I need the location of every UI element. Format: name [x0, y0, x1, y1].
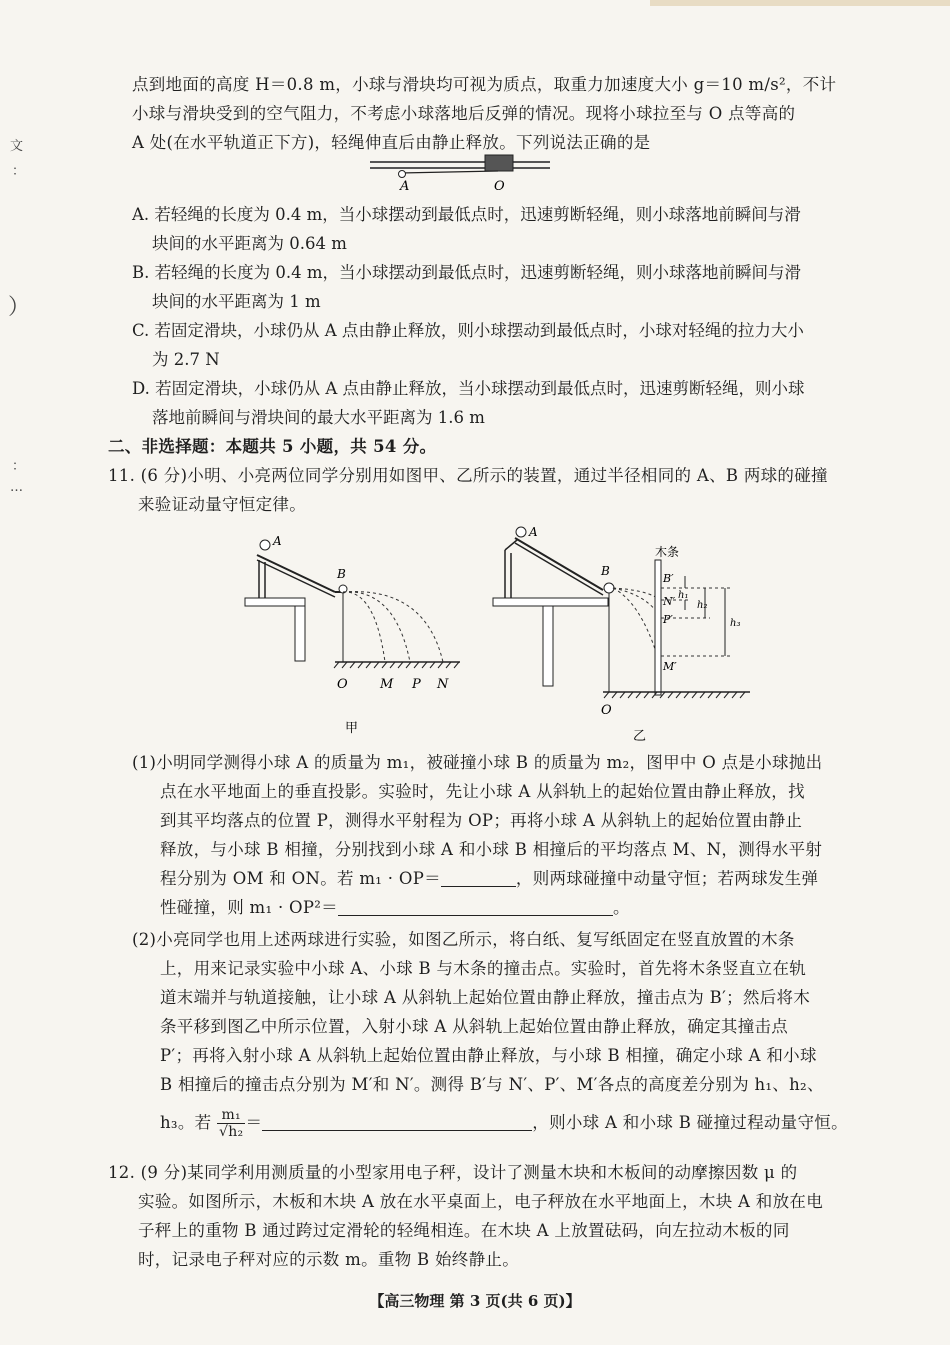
figure-caption: 乙	[633, 729, 647, 744]
ball-a	[260, 540, 270, 550]
table-top	[245, 598, 305, 606]
text-line: 点到地面的高度 H＝0.8 m，小球与滑块均可视为质点，取重力加速度大小 g＝10 m/s²，不计	[132, 75, 837, 94]
text-line: 条平移到图乙中所示位置，入射小球 A 从斜轨上起始位置由静止释放，确定其撞击点	[160, 1017, 789, 1036]
label-h2: h₂	[697, 600, 708, 611]
ball-a	[516, 527, 526, 537]
text-line: 落地前瞬间与滑块间的最大水平距离为 1.6 m	[152, 408, 485, 427]
text-line: 实验。如图所示，木板和木块 A 放在水平桌面上，电子秤放在水平地面上，木块 A 和放在电	[138, 1192, 824, 1211]
text-span: h₃。若	[160, 1113, 212, 1132]
text-line	[132, 893, 912, 922]
text-line: 到其平均落点的位置 P，测得水平射程为 OP；再将小球 A 从斜轨上的起始位置由静止	[160, 811, 803, 830]
wood-strip	[655, 560, 661, 695]
paper-edge	[650, 0, 950, 6]
label-b: B	[337, 567, 346, 581]
text-line: (1)小明同学测得小球 A 的质量为 m₁，被碰撞小球 B 的质量为 m₂，图甲中 O 点是小球抛出	[132, 753, 823, 772]
fraction-numerator: m₁	[217, 1107, 245, 1124]
label-p: P	[412, 677, 421, 692]
label-a: A	[529, 525, 538, 539]
label-n: N	[437, 677, 449, 692]
fraction	[217, 1107, 245, 1140]
text-span: 程分别为 OM 和 ON。若 m₁ · OP＝	[160, 869, 441, 888]
text-span: ＝	[245, 1113, 263, 1132]
margin-mark: ）	[8, 295, 31, 320]
text-line: P′；再将入射小球 A 从斜轨上起始位置由静止释放，与小球 B 相撞，确定小球 A 和小球	[160, 1046, 817, 1065]
text-line: (2)小亮同学也用上述两球进行实验，如图乙所示，将白纸、复写纸固定在竖直放置的木条	[132, 930, 795, 949]
text-line	[132, 864, 912, 893]
table-leg	[543, 606, 553, 686]
text-line: 点在水平地面上的垂直投影。实验时，先让小球 A 从斜轨上的起始位置由静止释放，找	[160, 782, 805, 801]
question-11-part-1	[132, 748, 912, 922]
figure-jia	[235, 530, 470, 740]
text-line: 小球与滑块受到的空气阻力，不考虑小球落地后反弹的情况。现将小球拉至与 O 点等高的	[132, 104, 796, 123]
ball	[399, 171, 406, 178]
option-d	[132, 374, 907, 432]
track-figure	[360, 150, 560, 195]
text-line: C. 若固定滑块，小球仍从 A 点由静止释放，则小球摆动到最低点时，小球对轻绳的拉力大小	[132, 321, 804, 340]
answer-blank-2[interactable]	[338, 897, 613, 916]
text-line: 为 2.7 N	[152, 350, 220, 369]
label-h3: h₃	[730, 618, 741, 629]
margin-mark: ：	[12, 459, 26, 474]
text-span: 。	[612, 898, 630, 917]
text-span: ，则两球碰撞中动量守恒；若两球发生弹	[515, 869, 819, 888]
text-line: 块间的水平距离为 1 m	[152, 292, 321, 311]
text-line: 11. (6 分)小明、小亮两位同学分别用如图甲、乙所示的装置，通过半径相同的 A、B 两球的碰撞	[108, 466, 828, 485]
text-line: 12. (9 分)某同学利用测质量的小型家用电子秤，设计了测量木块和木板间的动摩擦因数 μ 的	[108, 1163, 798, 1182]
text-line: 来验证动量守恒定律。	[138, 495, 306, 514]
page-footer: 【高三物理 第 3 页(共 6 页)】	[369, 1292, 581, 1310]
text-line: A. 若轻绳的长度为 0.4 m，当小球摆动到最低点时，迅速剪断轻绳，则小球落地前瞬间与滑	[132, 205, 801, 224]
label-p-prime: P′	[663, 613, 673, 626]
answer-blank-1[interactable]	[441, 868, 516, 887]
question-11-stem	[108, 461, 908, 519]
question-10-continued	[132, 70, 907, 157]
label-n-prime: N′	[663, 595, 676, 608]
label-m: M	[380, 677, 394, 692]
text-line: 道末端并与轨道接触，让小球 A 从斜轨上起始位置由静止释放，撞击点为 B′；然后将木	[160, 988, 811, 1007]
fraction-denominator: √h₂	[219, 1124, 244, 1140]
section-heading: 二、非选择题：本题共 5 小题，共 54 分。	[108, 437, 437, 456]
label-b: B	[601, 564, 610, 578]
label-a: A	[400, 179, 410, 194]
text-line: D. 若固定滑块，小球仍从 A 点由静止释放，当小球摆动到最低点时，迅速剪断轻绳，则小球	[132, 379, 805, 398]
label-b-prime: B′	[663, 572, 674, 585]
text-line: 子秤上的重物 B 通过跨过定滑轮的轻绳相连。在木块 A 上放置砝码，向左拉动木板的同	[138, 1221, 790, 1240]
text-line: B. 若轻绳的长度为 0.4 m，当小球摆动到最低点时，迅速剪断轻绳，则小球落地前瞬间与滑	[132, 263, 801, 282]
table-leg	[295, 606, 305, 661]
option-c	[132, 316, 907, 374]
table-top	[493, 598, 608, 606]
option-b	[132, 258, 907, 316]
label-wood: 木条	[655, 545, 680, 559]
question-12	[108, 1158, 908, 1274]
margin-mark: …	[10, 480, 23, 495]
text-line: B 相撞后的撞击点分别为 M′和 N′。测得 B′与 N′、P′、M′各点的高度差分别为 h₁、h₂、	[160, 1075, 824, 1094]
text-line: A 处(在水平轨道正下方)，轻绳伸直后由静止释放。下列说法正确的是	[132, 133, 651, 152]
margin-mark: ：	[12, 164, 26, 179]
text-line	[132, 1107, 912, 1140]
text-line: 上，用来记录实验中小球 A、小球 B 与木条的撞击点。实验时，首先将木条竖直立在轨	[160, 959, 807, 978]
option-a	[132, 200, 907, 258]
ball-b	[604, 583, 614, 593]
text-line: 时，记录电子秤对应的示数 m。重物 B 始终静止。	[138, 1250, 520, 1269]
label-h1: h₁	[678, 590, 689, 601]
label-o: O	[494, 179, 505, 194]
text-span: 性碰撞，则 m₁ · OP²＝	[160, 898, 338, 917]
label-m-prime: M′	[663, 660, 677, 673]
figure-caption: 甲	[345, 721, 359, 736]
text-line: 释放，与小球 B 相撞，分别找到小球 A 和小球 B 相撞后的平均落点 M、N，测得水平射	[160, 840, 823, 859]
figure-yi	[485, 520, 760, 745]
margin-mark: 文	[10, 139, 24, 154]
text-line: 块间的水平距离为 0.64 m	[152, 234, 347, 253]
label-o: O	[601, 703, 612, 718]
text-span: ，则小球 A 和小球 B 碰撞过程动量守恒。	[532, 1113, 848, 1132]
answer-blank-3[interactable]	[262, 1112, 532, 1131]
label-a: A	[273, 534, 282, 548]
label-o: O	[337, 677, 348, 692]
slider-block	[485, 155, 513, 171]
question-11-part-2	[132, 925, 912, 1140]
